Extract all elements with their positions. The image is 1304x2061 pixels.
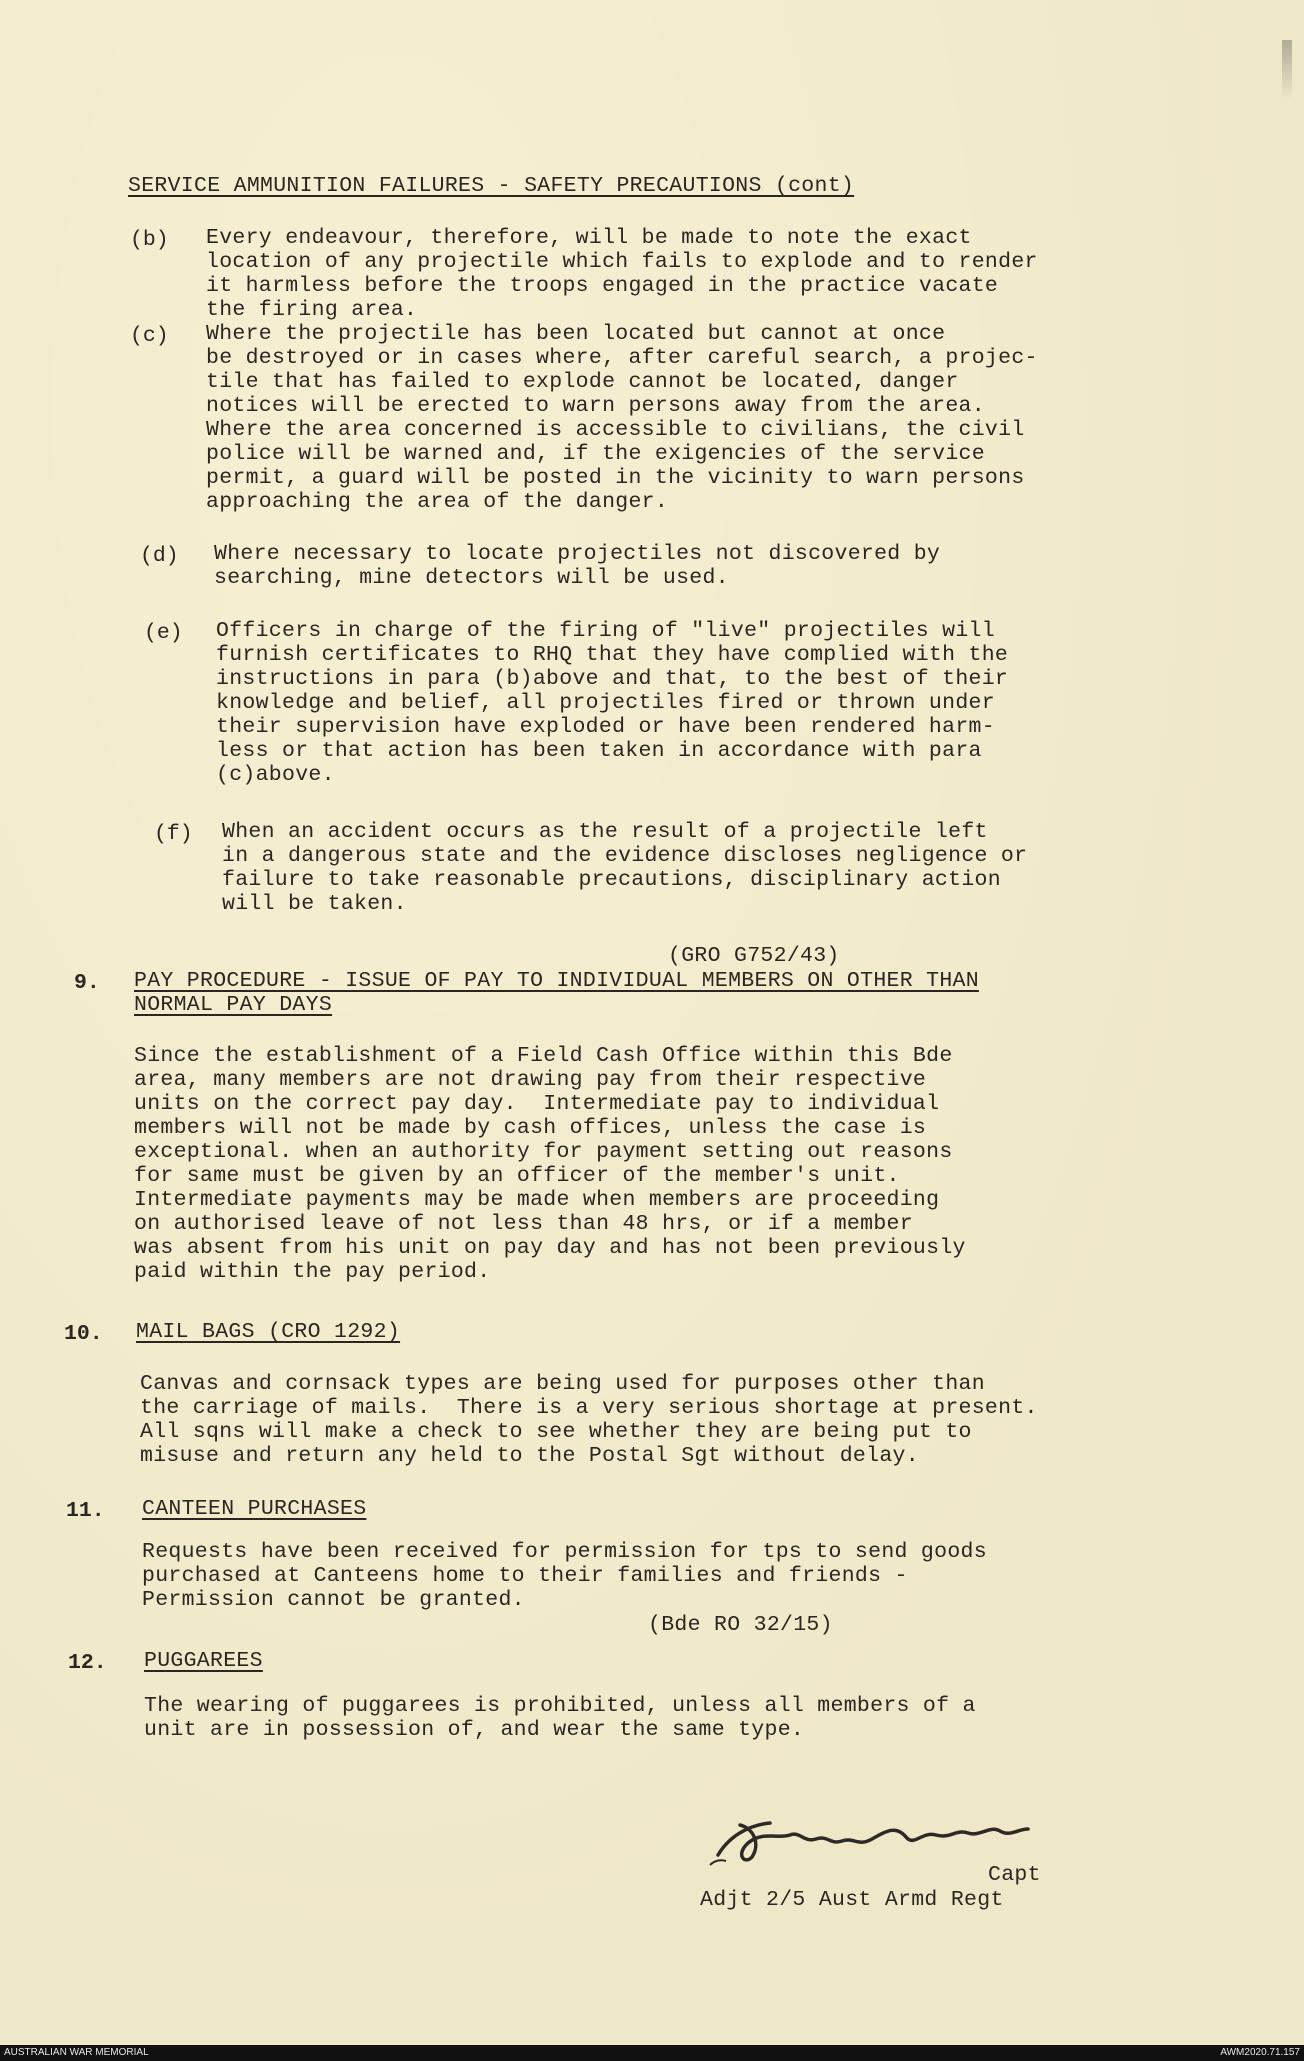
page-edge-mark [1282,40,1292,100]
item-f-line-2: in a dangerous state and the evidence discloses negligence or [222,844,1028,868]
section-9-line-6: for same must be given by an officer of the member's unit. [134,1164,900,1188]
reference-bde-ro: (Bde RO 32/15) [648,1613,833,1637]
section-12-line-2: unit are in possession of, and wear the same type. [144,1718,805,1742]
section-9-line-1: Since the establishment of a Field Cash Office within this Bde [134,1044,953,1068]
item-e-line-6: less or that action has been taken in accordance with para [216,739,982,763]
item-c-line-4: notices will be erected to warn persons away from the area. [206,394,985,418]
item-e-line-3: instructions in para (b)above and that, to the best of their [216,667,1009,691]
heading: SERVICE AMMUNITION FAILURES - SAFETY PRECAUTIONS (cont) [128,174,855,198]
item-c-line-3: tile that has failed to explode cannot be located, danger [206,370,959,394]
item-f-line-4: will be taken. [222,892,407,916]
item-e-line-7: (c)above. [216,763,335,787]
footer-institution: AUSTRALIAN WAR MEMORIAL [4,2047,149,2058]
item-c-line-8: approaching the area of the danger. [206,490,669,514]
item-e-line-5: their supervision have exploded or have been rendered harm- [216,715,995,739]
section-11-line-2: purchased at Canteens home to their families and friends - [142,1564,908,1588]
item-b-line-2: location of any projectile which fails to explode and to render [206,250,1038,274]
item-c-line-6: police will be warned and, if the exigencies of the service [206,442,985,466]
item-d-line-2: searching, mine detectors will be used. [214,566,729,590]
section-9-line-7: Intermediate payments may be made when members are proceeding [134,1188,940,1212]
section-9-number: 9. [74,971,100,995]
section-9-title-1: PAY PROCEDURE - ISSUE OF PAY TO INDIVIDUAL MEMBERS ON OTHER THAN [134,969,979,993]
section-11-line-3: Permission cannot be granted. [142,1588,525,1612]
section-10-title: MAIL BAGS (CRO 1292) [136,1320,401,1344]
item-c-line-7: permit, a guard will be posted in the vicinity to warn persons [206,466,1025,490]
item-b-line-3: it harmless before the troops engaged in the practice vacate [206,274,999,298]
item-f-label: (f) [154,822,193,846]
section-9-line-5: exceptional. when an authority for payment setting out reasons [134,1140,953,1164]
archive-footer [0,2045,1304,2061]
section-9-line-10: paid within the pay period. [134,1260,491,1284]
section-12-line-1: The wearing of puggarees is prohibited, unless all members of a [144,1694,976,1718]
section-10-line-1: Canvas and cornsack types are being used for purposes other than [140,1372,985,1396]
item-e-label: (e) [144,621,183,645]
section-10-line-2: the carriage of mails. There is a very serious shortage at present. [140,1396,1038,1420]
section-11-number: 11. [66,1499,105,1523]
signature-rank: Capt [988,1863,1041,1887]
item-b-label: (b) [130,228,169,252]
footer-accession: AWM2020.71.157 [1220,2047,1300,2058]
item-e-line-2: furnish certificates to RHQ that they have complied with the [216,643,1009,667]
item-f-line-1: When an accident occurs as the result of a projectile left [222,820,988,844]
section-9-line-8: on authorised leave of not less than 48 hrs, or if a member [134,1212,913,1236]
section-12-title: PUGGAREES [144,1649,263,1673]
section-10-line-3: All sqns will make a check to see whether they are being put to [140,1420,972,1444]
item-c-line-1: Where the projectile has been located but cannot at once [206,322,946,346]
item-e-line-4: knowledge and belief, all projectiles fired or thrown under [216,691,995,715]
section-9-line-3: units on the correct pay day. Intermediate pay to individual [134,1092,940,1116]
section-11-title: CANTEEN PURCHASES [142,1497,367,1521]
section-10-number: 10. [64,1322,103,1346]
item-e-line-1: Officers in charge of the firing of "live" projectiles will [216,619,995,643]
signature-appointment: Adjt 2/5 Aust Armd Regt [700,1888,1004,1912]
section-9-line-2: area, many members are not drawing pay from their respective [134,1068,927,1092]
item-b-line-4: the firing area. [206,298,418,322]
item-d-label: (d) [140,544,179,568]
section-10-line-4: misuse and return any held to the Postal Sgt without delay. [140,1444,919,1468]
item-f-line-3: failure to take reasonable precautions, disciplinary action [222,868,1001,892]
item-c-line-2: be destroyed or in cases where, after careful search, a projec- [206,346,1038,370]
item-b-line-1: Every endeavour, therefore, will be made to note the exact [206,226,972,250]
section-9-line-4: members will not be made by cash offices, unless the case is [134,1116,927,1140]
item-c-label: (c) [130,324,169,348]
section-9-line-9: was absent from his unit on pay day and has not been previously [134,1236,966,1260]
reference-gro: (GRO G752/43) [668,944,840,968]
section-11-line-1: Requests have been received for permission for tps to send goods [142,1540,987,1564]
section-12-number: 12. [68,1651,107,1675]
item-c-line-5: Where the area concerned is accessible to civilians, the civil [206,418,1025,442]
item-d-line-1: Where necessary to locate projectiles not discovered by [214,542,941,566]
section-9-title-2: NORMAL PAY DAYS [134,993,333,1017]
